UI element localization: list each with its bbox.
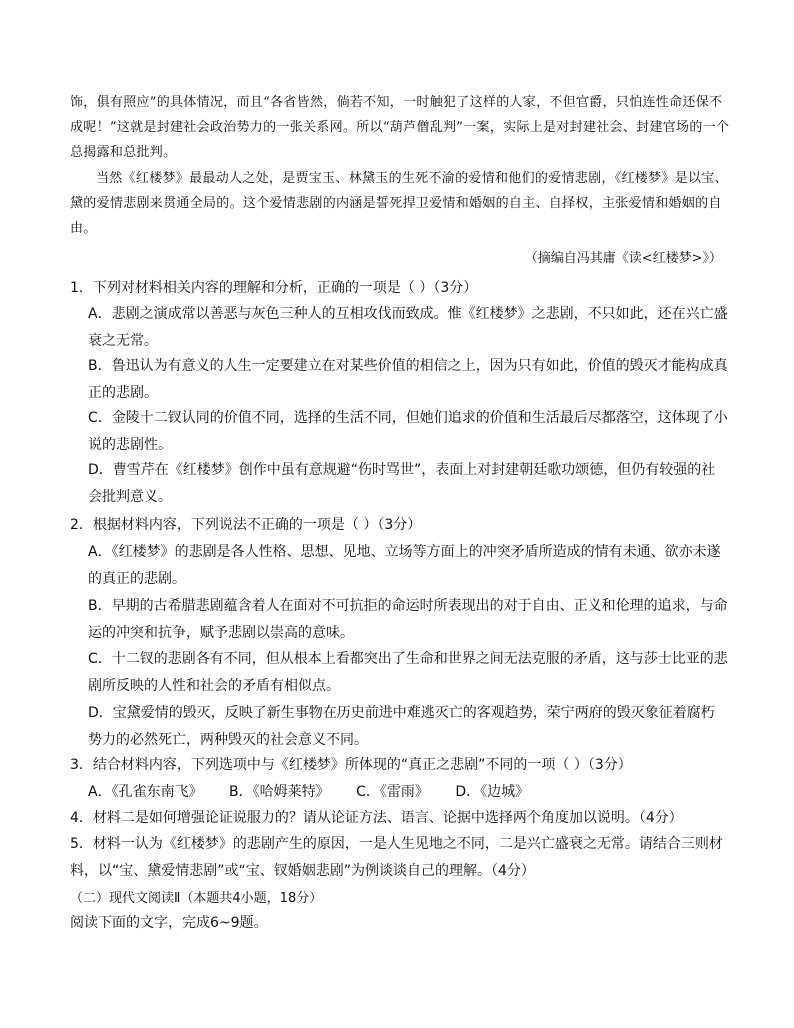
question-2-option-b: B．早期的古希腊悲剧蕴含着人在面对不可抗拒的命运时所表现出的对于自由、正义和伦理的追求，与命运的冲突和抗争，赋予悲剧以崇高的意味。	[88, 598, 728, 641]
question-1-option-d: D．曹雪芹在《红楼梦》创作中虽有意规避“伤时骂世”，表面上对封建朝廷歌功颂德，但仍有较强的社会批判意义。	[88, 462, 716, 505]
attribution: （摘编自冯其庸《读<红楼梦>》）	[524, 251, 722, 266]
question-3-stem: 3．结合材料内容，下列选项中与《红楼梦》所体现的“真正之悲剧”不同的一项（ ）（3分）	[70, 757, 632, 773]
section-instruction: 阅读下面的文字，完成6~9题。	[70, 915, 268, 931]
question-3-option-b: B．《哈姆莱特》	[229, 784, 330, 800]
question-1-stem: 1．下列对材料相关内容的理解和分析，正确的一项是（ ）（3分）	[70, 280, 478, 296]
question-3-option-a: A．《孔雀东南飞》	[88, 784, 203, 800]
question-1-option-c: C．金陵十二钗认同的价值不同，选择的生活不同，但她们追求的价值和生活最后尽都落空，这体现了小说的悲剧性。	[88, 410, 728, 453]
section-heading: （二）现代文阅读Ⅱ（本题共4小题，18分）	[70, 891, 323, 906]
question-3-option-c: C．《雷雨》	[356, 784, 429, 800]
question-2-stem: 2．根据材料内容，下列说法不正确的一项是（ ）（3分）	[70, 517, 422, 533]
question-4: 4．材料二是如何增强论证说服力的？请从论证方法、语言、论据中选择两个角度加以说明。（4分）	[70, 810, 683, 826]
material-paragraph-1: 饰，俱有照应”的具体情况，而且“各省皆然，倘若不知，一时触犯了这样的人家，不但官爵，只怕连性命还保不成呢！”这就是封建社会政治势力的一张关系网。所以“葫芦僧乱判”一案，实际上是对封建社会、封建官场的一个总揭露和总批判。	[70, 95, 730, 160]
question-2-option-a: A．《红楼梦》的悲剧是各人性格、思想、见地、立场等方面上的冲突矛盾所造成的情有未通、欲亦未遂的真正的悲剧。	[88, 544, 721, 587]
question-2-option-c: C．十二钗的悲剧各有不同，但从根本上看都突出了生命和世界之间无法克服的矛盾，这与莎士比亚的悲剧所反映的人性和社会的矛盾有相似点。	[88, 651, 728, 694]
material-paragraph-2: 当然《红楼梦》最最动人之处，是贾宝玉、林黛玉的生死不渝的爱情和他们的爱情悲剧，《红楼梦》是以宝、黛的爱情悲剧来贯通全局的。这个爱情悲剧的内涵是誓死捍卫爱情和婚姻的自主、自择权，主张爱情和婚姻的自由。	[70, 171, 728, 236]
question-1-option-a: A．悲剧之演成常以善恶与灰色三种人的互相攻伐而致成。惟《红楼梦》之悲剧，不只如此，还在兴亡盛衰之无常。	[88, 306, 728, 349]
question-2-option-d: D．宝黛爱情的毁灭，反映了新生事物在历史前进中难逃灭亡的客观趋势，荣宁两府的毁灭象征着腐朽势力的必然死亡，两种毁灭的社会意义不同。	[88, 705, 715, 748]
question-1-option-b: B．鲁迅认为有意义的人生一定要建立在对某些价值的相信之上，因为只有如此，价值的毁灭才能构成真正的悲剧。	[88, 358, 728, 401]
question-5: 5．材料一认为《红楼梦》的悲剧产生的原因，一是人生见地之不同，二是兴亡盛衰之无常。请结合三则材料，以“宝、黛爱情悲剧”或“宝、钗婚姻悲剧”为例谈谈自己的理解。（4分）	[70, 836, 723, 879]
question-3-options	[88, 779, 551, 806]
question-3-option-d: D．《边城》	[455, 784, 530, 800]
